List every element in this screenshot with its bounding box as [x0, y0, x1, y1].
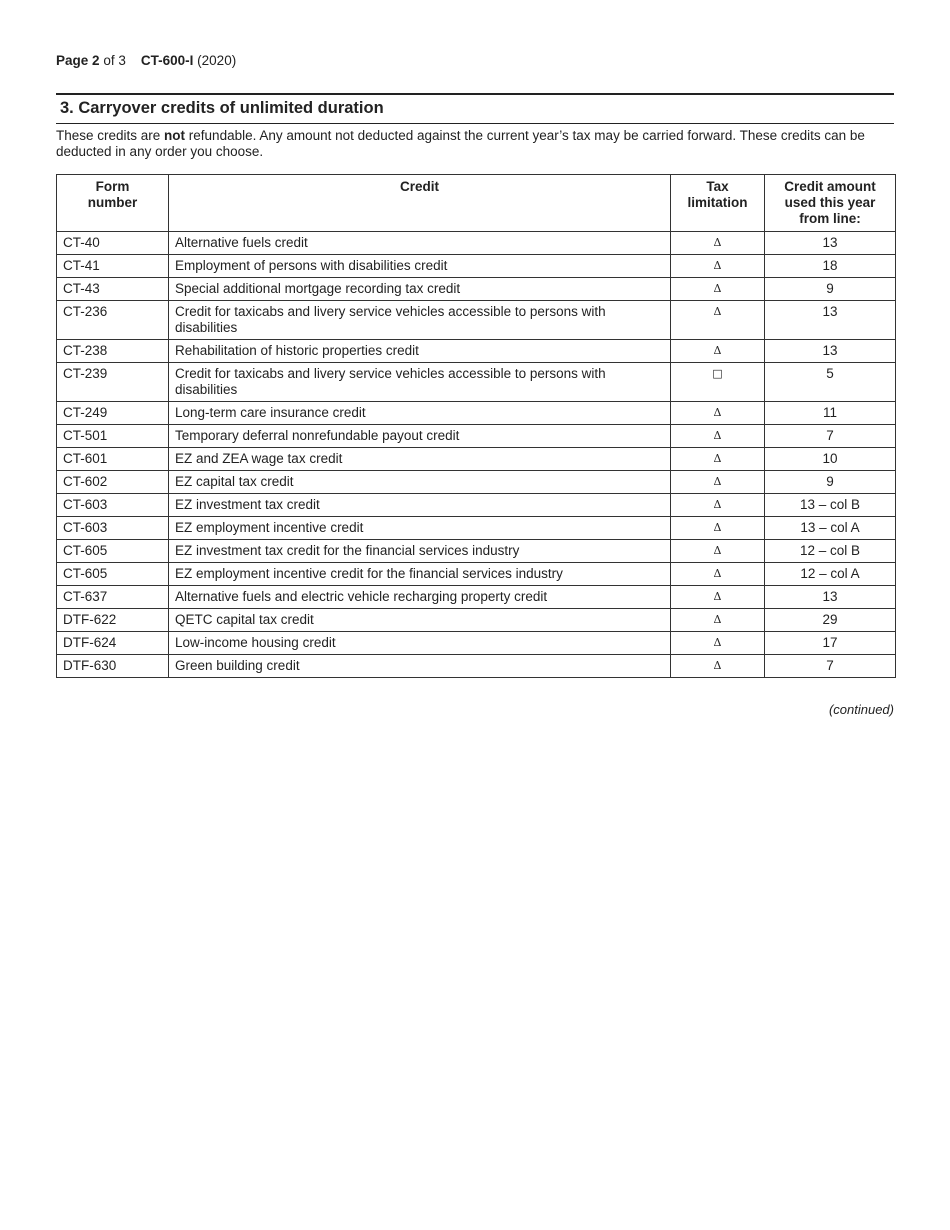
- table-row: [57, 425, 896, 448]
- form-number-cell: CT-637: [57, 586, 169, 609]
- table-row: [57, 632, 896, 655]
- credit-line-cell: 12 – col A: [765, 563, 896, 586]
- form-number-cell: DTF-622: [57, 609, 169, 632]
- table-row: [57, 540, 896, 563]
- form-number-cell: CT-249: [57, 402, 169, 425]
- intro-before: These credits are: [56, 128, 165, 143]
- credit-name-cell: Temporary deferral nonrefundable payout credit: [169, 425, 671, 448]
- page-number: 2: [92, 53, 100, 68]
- form-number-cell: CT-41: [57, 255, 169, 278]
- tax-limitation-cell: Δ: [671, 448, 765, 471]
- form-number-cell: CT-601: [57, 448, 169, 471]
- credit-line-cell: 5: [765, 363, 896, 402]
- credit-name-cell: QETC capital tax credit: [169, 609, 671, 632]
- section-intro: [56, 128, 896, 160]
- credit-name-cell: EZ capital tax credit: [169, 471, 671, 494]
- tax-limitation-cell: Δ: [671, 232, 765, 255]
- tax-limitation-cell: Δ: [671, 340, 765, 363]
- credit-name-cell: Low-income housing credit: [169, 632, 671, 655]
- tax-limitation-cell: □: [671, 363, 765, 402]
- page-of: of 3: [103, 53, 126, 68]
- form-number-cell: DTF-624: [57, 632, 169, 655]
- form-number-cell: CT-43: [57, 278, 169, 301]
- table-row: [57, 232, 896, 255]
- tax-limitation-cell: Δ: [671, 586, 765, 609]
- page-header: [56, 53, 236, 68]
- table-row: [57, 494, 896, 517]
- credit-line-cell: 7: [765, 655, 896, 678]
- credit-line-cell: 10: [765, 448, 896, 471]
- credits-table: [56, 174, 896, 678]
- credit-line-cell: 13 – col B: [765, 494, 896, 517]
- form-number-cell: CT-603: [57, 494, 169, 517]
- section-title-bar: [56, 93, 894, 124]
- table-row: [57, 471, 896, 494]
- credit-name-cell: Long-term care insurance credit: [169, 402, 671, 425]
- credit-name-cell: EZ employment incentive credit for the financial services industry: [169, 563, 671, 586]
- form-number-cell: CT-603: [57, 517, 169, 540]
- credit-name-cell: EZ and ZEA wage tax credit: [169, 448, 671, 471]
- tax-limitation-cell: Δ: [671, 425, 765, 448]
- credit-line-cell: 13: [765, 232, 896, 255]
- credit-line-cell: 9: [765, 471, 896, 494]
- tax-limitation-cell: Δ: [671, 301, 765, 340]
- form-number-cell: CT-40: [57, 232, 169, 255]
- tax-limitation-cell: Δ: [671, 494, 765, 517]
- intro-bold: not: [164, 128, 186, 143]
- credit-name-cell: Alternative fuels credit: [169, 232, 671, 255]
- header-credit-amount: Credit amount used this year from line:: [765, 175, 896, 232]
- credit-line-cell: 29: [765, 609, 896, 632]
- table-row: [57, 402, 896, 425]
- form-number-cell: CT-605: [57, 540, 169, 563]
- form-number-cell: CT-602: [57, 471, 169, 494]
- credit-name-cell: Employment of persons with disabilities credit: [169, 255, 671, 278]
- credit-name-cell: Credit for taxicabs and livery service vehicles accessible to persons with disabilities: [169, 301, 671, 340]
- tax-limitation-cell: Δ: [671, 517, 765, 540]
- header-tax-limitation: Tax limitation: [671, 175, 765, 232]
- continued-note: (continued): [828, 702, 894, 717]
- credit-name-cell: EZ investment tax credit: [169, 494, 671, 517]
- credit-name-cell: EZ investment tax credit for the financial services industry: [169, 540, 671, 563]
- table-row: [57, 563, 896, 586]
- credit-line-cell: 13: [765, 586, 896, 609]
- tax-limitation-cell: Δ: [671, 655, 765, 678]
- tax-limitation-cell: Δ: [671, 609, 765, 632]
- tax-limitation-cell: Δ: [671, 540, 765, 563]
- tax-limitation-cell: Δ: [671, 471, 765, 494]
- tax-limitation-cell: Δ: [671, 278, 765, 301]
- credit-name-cell: Rehabilitation of historic properties credit: [169, 340, 671, 363]
- credit-name-cell: EZ employment incentive credit: [169, 517, 671, 540]
- form-number-cell: CT-501: [57, 425, 169, 448]
- tax-limitation-cell: Δ: [671, 563, 765, 586]
- table-row: [57, 363, 896, 402]
- intro-after: refundable. Any amount not deducted against the current year’s tax may be carried forward. These credits can be deducted in any order you choose.: [56, 128, 865, 159]
- credit-name-cell: Green building credit: [169, 655, 671, 678]
- table-row: [57, 340, 896, 363]
- table-row: [57, 609, 896, 632]
- credit-line-cell: 13: [765, 340, 896, 363]
- credit-line-cell: 13 – col A: [765, 517, 896, 540]
- table-row: [57, 655, 896, 678]
- tax-limitation-cell: Δ: [671, 255, 765, 278]
- credit-line-cell: 12 – col B: [765, 540, 896, 563]
- table-row: [57, 255, 896, 278]
- credit-line-cell: 13: [765, 301, 896, 340]
- form-number-cell: CT-605: [57, 563, 169, 586]
- credit-line-cell: 17: [765, 632, 896, 655]
- form-number-cell: CT-236: [57, 301, 169, 340]
- section-title: 3. Carryover credits of unlimited duration: [60, 99, 384, 117]
- form-year: (2020): [197, 53, 237, 68]
- credit-name-cell: Credit for taxicabs and livery service vehicles accessible to persons with disabilities: [169, 363, 671, 402]
- tax-limitation-cell: Δ: [671, 632, 765, 655]
- form-id: CT-600-I: [140, 53, 194, 68]
- header-form-number: Form number: [57, 175, 169, 232]
- form-number-cell: CT-239: [57, 363, 169, 402]
- credit-name-cell: Special additional mortgage recording tax credit: [169, 278, 671, 301]
- table-row: [57, 301, 896, 340]
- credit-line-cell: 18: [765, 255, 896, 278]
- credit-line-cell: 7: [765, 425, 896, 448]
- table-row: [57, 586, 896, 609]
- form-number-cell: DTF-630: [57, 655, 169, 678]
- table-body: [57, 232, 896, 678]
- page-label: Page: [56, 53, 89, 68]
- table-row: [57, 517, 896, 540]
- tax-limitation-cell: Δ: [671, 402, 765, 425]
- table-row: [57, 448, 896, 471]
- credit-line-cell: 11: [765, 402, 896, 425]
- table-header-row: [57, 175, 896, 232]
- credit-line-cell: 9: [765, 278, 896, 301]
- header-credit: Credit: [169, 175, 671, 232]
- table-row: [57, 278, 896, 301]
- credit-name-cell: Alternative fuels and electric vehicle recharging property credit: [169, 586, 671, 609]
- form-number-cell: CT-238: [57, 340, 169, 363]
